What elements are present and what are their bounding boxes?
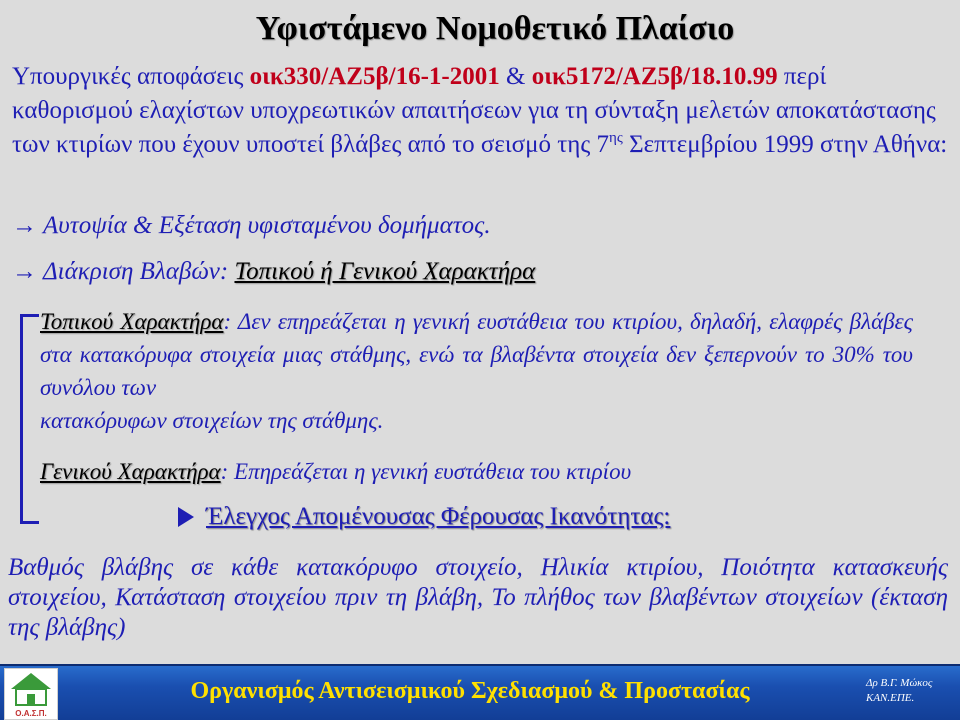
bracket-connector [20,314,39,524]
intro-text-3: Σεπτεμβρίου 1999 στην Αθήνα: [622,131,948,158]
ordinal-suffix: ης [609,130,623,146]
intro-text-2: περί καθορισμού ελαχίστων υποχρεωτικών απαιτήσεων για τη σύνταξη μελετών αποκατάστασης των κτιρίων που έχουν υποστεί βλάβες από το σεισμό της 7 [12,63,936,158]
slide-title: Υφιστάμενο Νομοθετικό Πλαίσιο [255,10,735,47]
assessment-factors: Βαθμός βλάβης σε κάθε κατακόρυφο στοιχείο, Ηλικία κτιρίου, Ποιότητα κατασκευής στοιχείου, Κατάσταση στοιχείου πριν τη βλάβη, Το πλήθος των βλαβέντων στοιχείων (έκταση της βλάβης) [8,554,948,641]
author-code: ΚΑΝ.ΕΠΕ. [866,692,915,704]
general-damage-text: : Επηρεάζεται η γενική ευστάθεια του κτιρίου [220,459,632,484]
local-damage-text: : Δεν επηρεάζεται η γενική ευστάθεια του κτιρίου, δηλαδή, ελαφρές βλάβες στα κατακόρυφα στοιχεία μιας στάθμης, ενώ τα βλαβέντα στοιχεία δεν ξεπερνούν το 30% του συνόλου των [40,309,913,400]
arrow-right-icon: → [12,212,37,239]
author-name: Δρ Β.Γ. Μώκος [866,677,933,689]
decision-reference-2: οικ5172/ΑΖ5β/18.10.99 [531,63,778,90]
bullet-damage-classification [12,258,535,286]
organization-name: Οργανισμός Αντισεισμικού Σχεδιασμού & Προστασίας [190,678,750,704]
local-damage-label: Τοπικού Χαρακτήρα [40,309,224,334]
logo-text: Ο.Α.Σ.Π. [15,709,47,718]
local-damage-text-end: κατακόρυφων στοιχείων της στάθμης. [40,408,384,433]
intro-text-1: Υπουργικές αποφάσεις [12,63,250,90]
local-damage-description [40,305,913,437]
author-credit [866,676,932,706]
general-damage-description [40,459,631,485]
general-damage-label: Γενικού Χαρακτήρα [40,459,221,484]
classification-emphasis: Τοπικού ή Γενικού Χαρακτήρα [234,258,536,285]
footer-divider [0,664,960,666]
classification-prefix: Διάκριση Βλαβών: [43,258,235,285]
footer-bar [0,664,960,720]
arrow-right-icon: → [12,258,37,285]
decision-reference-1: οικ330/ΑΖ5β/16-1-2001 [249,63,500,90]
inspection-text: Αυτοψία & Εξέταση υφισταμένου δομήματος. [43,212,491,239]
arrowhead-icon [178,507,194,527]
intro-ampersand: & [499,63,532,90]
bullet-inspection [12,212,491,240]
intro-paragraph [12,60,952,162]
residual-capacity-heading: Έλεγχος Απομένουσας Φέρουσας Ικανότητας: [206,503,671,530]
